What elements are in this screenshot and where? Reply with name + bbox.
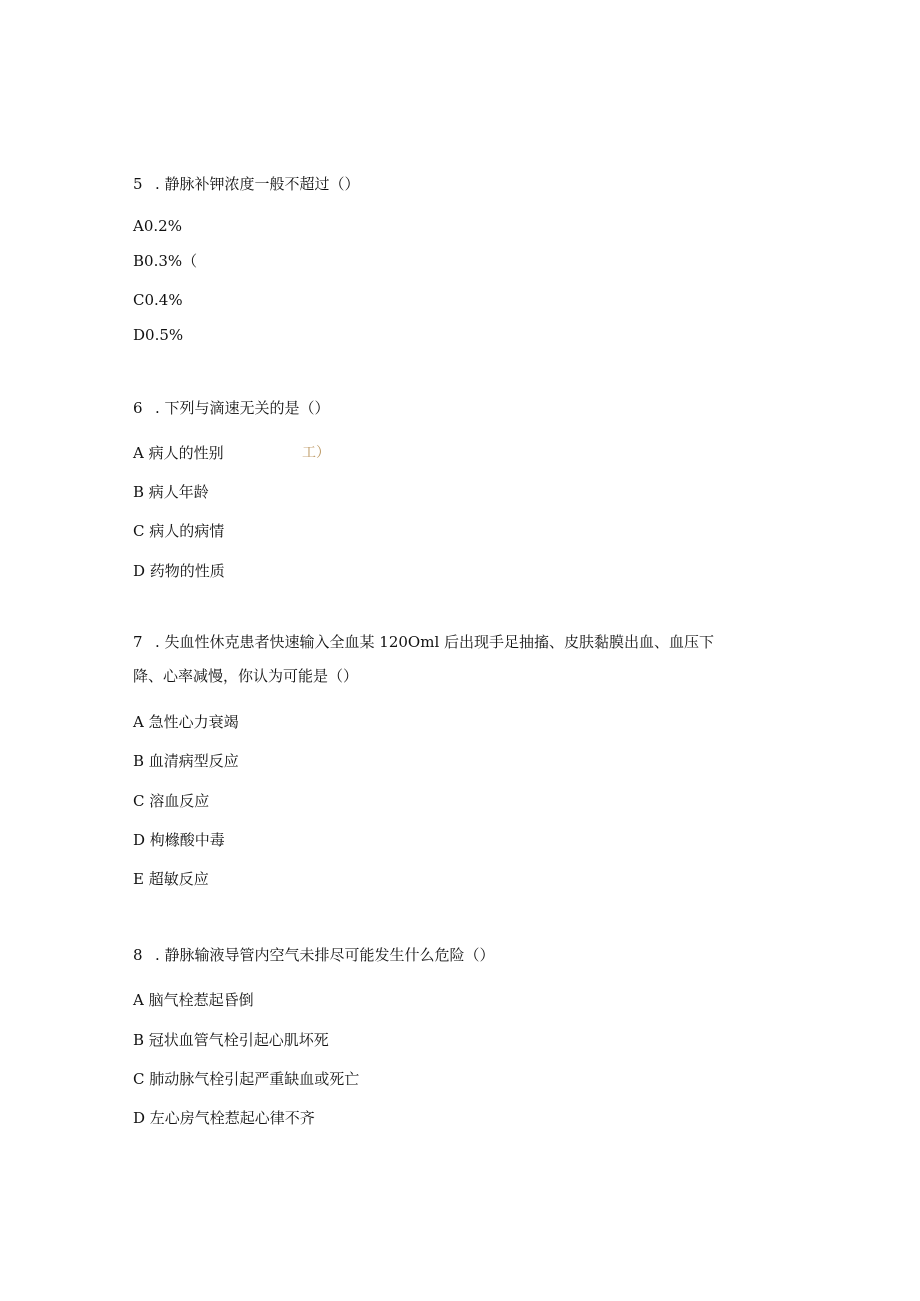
question-5-option-a: A0.2% [133,217,182,235]
question-number: 6 [133,399,143,417]
question-number: 5 [133,175,143,193]
question-6-option-b: B 病人年龄 [133,483,209,501]
question-7-option-c: C 溶血反应 [133,792,210,810]
question-5-option-c: C0.4% [133,291,183,309]
question-8-option-b: B 冠状血管气栓引起心肌坏死 [133,1031,329,1049]
question-7-option-b: B 血清病型反应 [133,752,239,770]
question-6-stem [133,398,330,418]
question-text: . 静脉输液导管内空气未排尽可能发生什么危险（） [155,946,495,964]
question-7-stem-continued: 降、心率减慢，你认为可能是（） [133,667,359,685]
question-text: . 静脉补钾浓度一般不超过（） [155,175,360,193]
question-7-stem [133,632,714,652]
question-6-option-c: C 病人的病情 [133,522,225,540]
question-7-option-a: A 急性心力衰竭 [133,713,239,731]
question-8-option-a: A 脑气栓惹起昏倒 [133,991,254,1009]
question-number: 8 [133,946,143,964]
margin-mark: 工） [302,445,330,461]
question-text: . 失血性休克患者快速输入全血某 120Oml 后出现手足抽搐、皮肤黏膜出血、血压下 [155,633,715,651]
question-8-option-c: C 肺动脉气栓引起严重缺血或死亡 [133,1070,360,1088]
question-8-stem [133,945,495,965]
question-7-option-d: D 枸橼酸中毒 [133,831,225,849]
question-text: . 下列与滴速无关的是（） [155,399,330,417]
question-6-option-d: D 药物的性质 [133,562,225,580]
question-number: 7 [133,633,143,651]
question-8-option-d: D 左心房气栓惹起心律不齐 [133,1109,315,1127]
question-7-option-e: E 超敏反应 [133,870,209,888]
question-6-option-a: A 病人的性别 [133,444,224,462]
question-5-option-d: D0.5% [133,326,184,344]
question-5-option-b: B0.3%（ [133,252,198,270]
question-5-stem [133,174,360,194]
